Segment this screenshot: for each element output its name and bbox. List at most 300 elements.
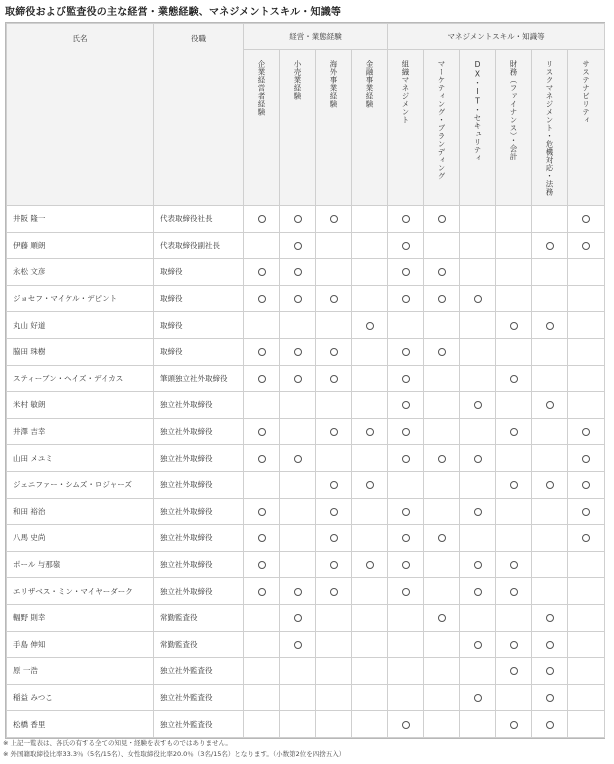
- member-name: 伊藤 順朗: [7, 232, 154, 259]
- skill-cell: [424, 206, 460, 233]
- skill-cell: [388, 418, 424, 445]
- circle-mark-icon: [474, 295, 482, 303]
- circle-mark-icon: [402, 295, 410, 303]
- skill-cell: [532, 498, 568, 525]
- circle-mark-icon: [474, 588, 482, 596]
- member-role: 独立社外取締役: [154, 498, 244, 525]
- skill-cell: [244, 551, 280, 578]
- skill-cell: [460, 445, 496, 472]
- circle-mark-icon: [510, 721, 518, 729]
- circle-mark-icon: [582, 215, 590, 223]
- skill-cell: [460, 578, 496, 605]
- member-role: 独立社外取締役: [154, 471, 244, 498]
- skill-cell: [460, 551, 496, 578]
- skill-cell: [352, 551, 388, 578]
- circle-mark-icon: [402, 268, 410, 276]
- circle-mark-icon: [402, 215, 410, 223]
- skill-cell: [316, 206, 352, 233]
- skills-group-header: マネジメントスキル・知識等: [388, 24, 605, 50]
- skill-cell: [568, 445, 605, 472]
- skill-header-label: 小売業経験: [293, 60, 302, 100]
- circle-mark-icon: [366, 428, 374, 436]
- skill-header-label: サステナビリティ: [581, 60, 591, 124]
- skill-header-label: 金融事業経験: [365, 60, 374, 108]
- skill-cell: [280, 445, 316, 472]
- skill-cell: [316, 338, 352, 365]
- circle-mark-icon: [474, 641, 482, 649]
- skill-cell: [316, 392, 352, 419]
- skill-cell: [316, 711, 352, 738]
- skill-cell: [496, 312, 532, 339]
- circle-mark-icon: [438, 215, 446, 223]
- skill-cell: [460, 498, 496, 525]
- skill-cell: [568, 525, 605, 552]
- skill-cell: [244, 206, 280, 233]
- circle-mark-icon: [582, 455, 590, 463]
- skill-cell: [280, 525, 316, 552]
- skill-cell: [496, 551, 532, 578]
- skill-header-4: [352, 50, 388, 206]
- skill-cell: [424, 604, 460, 631]
- circle-mark-icon: [438, 295, 446, 303]
- skill-cell: [316, 445, 352, 472]
- circle-mark-icon: [510, 322, 518, 330]
- skill-cell: [496, 259, 532, 286]
- circle-mark-icon: [294, 295, 302, 303]
- skill-cell: [568, 338, 605, 365]
- footnote-1: ※ 上記一覧表は、各氏の有する全ての知見・経験を表すものではありません。: [3, 739, 232, 747]
- member-name: 山田 メユミ: [7, 445, 154, 472]
- circle-mark-icon: [474, 508, 482, 516]
- skill-cell: [316, 471, 352, 498]
- skill-cell: [352, 471, 388, 498]
- skill-cell: [244, 259, 280, 286]
- circle-mark-icon: [330, 375, 338, 383]
- circle-mark-icon: [510, 375, 518, 383]
- circle-mark-icon: [510, 561, 518, 569]
- skill-cell: [532, 259, 568, 286]
- circle-mark-icon: [366, 561, 374, 569]
- skill-cell: [388, 711, 424, 738]
- skill-cell: [460, 259, 496, 286]
- skill-cell: [352, 578, 388, 605]
- skill-cell: [388, 471, 424, 498]
- skill-cell: [496, 658, 532, 685]
- skill-cell: [496, 711, 532, 738]
- footnote-2: ※ 外国籍取締役比率33.3％（5名/15名）、女性取締役比率20.0％（3名/15名）となります。（小数第2位を四捨五入）: [3, 750, 346, 758]
- skill-cell: [280, 338, 316, 365]
- skill-cell: [568, 232, 605, 259]
- skill-cell: [244, 631, 280, 658]
- member-name: 原 一浩: [7, 658, 154, 685]
- skill-cell: [532, 551, 568, 578]
- skill-cell: [388, 285, 424, 312]
- skill-header-10: [568, 50, 605, 206]
- skill-cell: [388, 631, 424, 658]
- skill-header-2: [280, 50, 316, 206]
- skill-header-1: [244, 50, 280, 206]
- skill-cell: [424, 285, 460, 312]
- skill-cell: [496, 578, 532, 605]
- circle-mark-icon: [330, 348, 338, 356]
- skill-cell: [424, 471, 460, 498]
- skill-cell: [352, 365, 388, 392]
- skill-cell: [568, 711, 605, 738]
- member-name: 手島 伸知: [7, 631, 154, 658]
- member-role: 取締役: [154, 312, 244, 339]
- member-name: 和田 裕治: [7, 498, 154, 525]
- skill-header-label: マーケティング・ブランディング: [437, 60, 446, 180]
- skill-cell: [244, 365, 280, 392]
- skill-cell: [532, 392, 568, 419]
- skill-cell: [424, 445, 460, 472]
- skill-cell: [352, 604, 388, 631]
- skill-cell: [496, 471, 532, 498]
- skill-cell: [280, 498, 316, 525]
- skill-cell: [388, 445, 424, 472]
- skill-header-label: 海外事業経験: [329, 60, 338, 108]
- skill-cell: [388, 658, 424, 685]
- circle-mark-icon: [438, 268, 446, 276]
- skill-cell: [388, 498, 424, 525]
- skill-cell: [568, 471, 605, 498]
- circle-mark-icon: [258, 268, 266, 276]
- skill-cell: [280, 365, 316, 392]
- skill-cell: [460, 392, 496, 419]
- skill-header-3: [316, 50, 352, 206]
- skill-cell: [352, 285, 388, 312]
- skill-cell: [280, 392, 316, 419]
- circle-mark-icon: [402, 534, 410, 542]
- skill-cell: [424, 578, 460, 605]
- table-row: [7, 578, 605, 605]
- circle-mark-icon: [510, 481, 518, 489]
- skill-cell: [496, 392, 532, 419]
- circle-mark-icon: [258, 295, 266, 303]
- skill-cell: [388, 551, 424, 578]
- circle-mark-icon: [366, 322, 374, 330]
- member-name: エリザベス・ミン・マイヤーダーク: [7, 578, 154, 605]
- circle-mark-icon: [402, 375, 410, 383]
- skill-cell: [424, 658, 460, 685]
- skill-cell: [460, 658, 496, 685]
- skill-cell: [352, 711, 388, 738]
- skill-cell: [388, 232, 424, 259]
- skill-cell: [532, 471, 568, 498]
- member-name: ジェニファー・シムズ・ロジャーズ: [7, 471, 154, 498]
- skill-cell: [496, 338, 532, 365]
- skill-cell: [496, 498, 532, 525]
- circle-mark-icon: [330, 215, 338, 223]
- skill-cell: [280, 285, 316, 312]
- circle-mark-icon: [258, 534, 266, 542]
- skill-cell: [388, 684, 424, 711]
- skill-cell: [424, 498, 460, 525]
- skill-cell: [244, 658, 280, 685]
- skills-matrix-table: [6, 23, 605, 738]
- skill-cell: [352, 445, 388, 472]
- skill-cell: [568, 259, 605, 286]
- member-role: 独立社外取締役: [154, 551, 244, 578]
- member-role: 独立社外取締役: [154, 525, 244, 552]
- skills-matrix-frame: [5, 22, 605, 739]
- table-row: [7, 711, 605, 738]
- skill-cell: [568, 604, 605, 631]
- skill-cell: [532, 445, 568, 472]
- table-row: [7, 365, 605, 392]
- circle-mark-icon: [474, 401, 482, 409]
- circle-mark-icon: [330, 295, 338, 303]
- member-name: 輻野 則幸: [7, 604, 154, 631]
- circle-mark-icon: [438, 534, 446, 542]
- circle-mark-icon: [582, 481, 590, 489]
- skill-cell: [460, 418, 496, 445]
- member-name: 米村 敏朗: [7, 392, 154, 419]
- circle-mark-icon: [402, 348, 410, 356]
- member-name: 永松 文彦: [7, 259, 154, 286]
- table-row: [7, 658, 605, 685]
- skill-cell: [532, 418, 568, 445]
- circle-mark-icon: [582, 428, 590, 436]
- skill-cell: [280, 684, 316, 711]
- table-row: [7, 338, 605, 365]
- circle-mark-icon: [546, 641, 554, 649]
- skill-header-label: 財務（ファイナンス）・会計: [509, 60, 518, 161]
- circle-mark-icon: [330, 428, 338, 436]
- member-name: 丸山 好道: [7, 312, 154, 339]
- skill-cell: [244, 711, 280, 738]
- skill-cell: [280, 604, 316, 631]
- circle-mark-icon: [510, 428, 518, 436]
- circle-mark-icon: [402, 401, 410, 409]
- skill-cell: [244, 445, 280, 472]
- circle-mark-icon: [258, 588, 266, 596]
- circle-mark-icon: [258, 348, 266, 356]
- circle-mark-icon: [294, 348, 302, 356]
- circle-mark-icon: [546, 242, 554, 250]
- skill-cell: [244, 684, 280, 711]
- circle-mark-icon: [510, 641, 518, 649]
- skill-cell: [388, 259, 424, 286]
- circle-mark-icon: [438, 455, 446, 463]
- skill-cell: [496, 365, 532, 392]
- circle-mark-icon: [294, 455, 302, 463]
- skill-cell: [280, 658, 316, 685]
- skill-cell: [532, 312, 568, 339]
- skill-cell: [388, 578, 424, 605]
- member-role: 代表取締役社長: [154, 206, 244, 233]
- skill-cell: [244, 312, 280, 339]
- skill-cell: [424, 259, 460, 286]
- skill-header-8: [496, 50, 532, 206]
- skill-cell: [424, 551, 460, 578]
- skill-cell: [460, 471, 496, 498]
- circle-mark-icon: [294, 641, 302, 649]
- member-name: ジョセフ・マイケル・デピント: [7, 285, 154, 312]
- skill-cell: [460, 631, 496, 658]
- skill-cell: [532, 604, 568, 631]
- table-row: [7, 525, 605, 552]
- skill-cell: [460, 684, 496, 711]
- skill-cell: [532, 232, 568, 259]
- circle-mark-icon: [402, 242, 410, 250]
- skill-cell: [244, 232, 280, 259]
- name-column-header: 氏名: [7, 24, 154, 206]
- skill-cell: [568, 365, 605, 392]
- member-role: 取締役: [154, 259, 244, 286]
- skill-cell: [316, 312, 352, 339]
- skill-cell: [424, 232, 460, 259]
- skill-cell: [532, 711, 568, 738]
- circle-mark-icon: [546, 614, 554, 622]
- member-name: 松橋 香里: [7, 711, 154, 738]
- skill-cell: [316, 604, 352, 631]
- circle-mark-icon: [474, 694, 482, 702]
- skill-cell: [388, 604, 424, 631]
- skill-cell: [388, 525, 424, 552]
- member-role: 筆頭独立社外取締役: [154, 365, 244, 392]
- skill-cell: [460, 232, 496, 259]
- circle-mark-icon: [402, 721, 410, 729]
- skill-cell: [568, 206, 605, 233]
- skill-cell: [244, 578, 280, 605]
- circle-mark-icon: [294, 614, 302, 622]
- skill-header-5: [388, 50, 424, 206]
- skill-cell: [244, 392, 280, 419]
- skill-cell: [280, 232, 316, 259]
- skill-header-label: 組織マネジメント: [401, 60, 410, 124]
- member-role: 独立社外取締役: [154, 392, 244, 419]
- skill-cell: [244, 338, 280, 365]
- skill-cell: [316, 631, 352, 658]
- skill-cell: [568, 684, 605, 711]
- skill-cell: [568, 551, 605, 578]
- skill-cell: [460, 525, 496, 552]
- circle-mark-icon: [402, 588, 410, 596]
- skill-cell: [388, 392, 424, 419]
- skill-cell: [424, 365, 460, 392]
- skill-cell: [496, 206, 532, 233]
- skill-cell: [460, 711, 496, 738]
- skill-cell: [496, 232, 532, 259]
- member-role: 独立社外取締役: [154, 445, 244, 472]
- circle-mark-icon: [330, 534, 338, 542]
- skill-cell: [424, 418, 460, 445]
- page-title: 取締役および監査役の主な経営・業態経験、マネジメントスキル・知識等: [5, 7, 342, 18]
- skill-cell: [532, 285, 568, 312]
- table-row: [7, 498, 605, 525]
- experience-group-header: 経営・業態経験: [244, 24, 388, 50]
- skill-cell: [460, 338, 496, 365]
- skill-cell: [280, 471, 316, 498]
- skill-cell: [532, 684, 568, 711]
- skill-cell: [316, 551, 352, 578]
- circle-mark-icon: [546, 721, 554, 729]
- circle-mark-icon: [546, 322, 554, 330]
- skill-header-9: [532, 50, 568, 206]
- member-name: 井阪 隆一: [7, 206, 154, 233]
- table-row: [7, 684, 605, 711]
- skill-cell: [316, 658, 352, 685]
- skill-cell: [316, 684, 352, 711]
- table-row: [7, 312, 605, 339]
- skill-cell: [460, 312, 496, 339]
- member-role: 常勤監査役: [154, 604, 244, 631]
- skill-cell: [568, 578, 605, 605]
- skill-header-label: DX・IT・セキュリティ: [473, 60, 482, 162]
- circle-mark-icon: [582, 242, 590, 250]
- skill-cell: [532, 525, 568, 552]
- skill-cell: [496, 604, 532, 631]
- circle-mark-icon: [294, 242, 302, 250]
- member-role: 独立社外監査役: [154, 684, 244, 711]
- circle-mark-icon: [402, 561, 410, 569]
- skill-cell: [280, 631, 316, 658]
- table-row: [7, 259, 605, 286]
- skill-cell: [460, 604, 496, 631]
- table-row: [7, 445, 605, 472]
- circle-mark-icon: [330, 588, 338, 596]
- skill-cell: [244, 525, 280, 552]
- skill-cell: [496, 525, 532, 552]
- skill-header-7: [460, 50, 496, 206]
- member-role: 独立社外取締役: [154, 418, 244, 445]
- skill-cell: [280, 711, 316, 738]
- circle-mark-icon: [258, 455, 266, 463]
- skill-cell: [352, 232, 388, 259]
- circle-mark-icon: [330, 508, 338, 516]
- member-name: 八馬 史尚: [7, 525, 154, 552]
- skill-cell: [244, 498, 280, 525]
- table-row: [7, 551, 605, 578]
- skill-cell: [316, 285, 352, 312]
- circle-mark-icon: [294, 375, 302, 383]
- skill-cell: [568, 498, 605, 525]
- skill-cell: [280, 578, 316, 605]
- skill-cell: [352, 392, 388, 419]
- table-row: [7, 418, 605, 445]
- circle-mark-icon: [330, 561, 338, 569]
- skill-cell: [568, 392, 605, 419]
- skill-cell: [352, 631, 388, 658]
- skill-cell: [352, 684, 388, 711]
- skill-cell: [280, 259, 316, 286]
- skill-cell: [424, 392, 460, 419]
- skill-cell: [244, 418, 280, 445]
- table-row: [7, 604, 605, 631]
- circle-mark-icon: [582, 534, 590, 542]
- skill-cell: [352, 658, 388, 685]
- skill-cell: [496, 631, 532, 658]
- circle-mark-icon: [258, 561, 266, 569]
- skill-cell: [244, 471, 280, 498]
- member-role: 独立社外取締役: [154, 578, 244, 605]
- skill-cell: [352, 312, 388, 339]
- table-row: [7, 285, 605, 312]
- skill-cell: [280, 418, 316, 445]
- skill-cell: [388, 338, 424, 365]
- skill-cell: [280, 551, 316, 578]
- skill-cell: [424, 312, 460, 339]
- circle-mark-icon: [474, 561, 482, 569]
- skill-cell: [316, 418, 352, 445]
- skill-cell: [280, 312, 316, 339]
- role-column-header: 役職: [154, 24, 244, 206]
- table-row: [7, 206, 605, 233]
- skill-cell: [424, 338, 460, 365]
- skill-cell: [352, 206, 388, 233]
- footnotes: [3, 738, 345, 760]
